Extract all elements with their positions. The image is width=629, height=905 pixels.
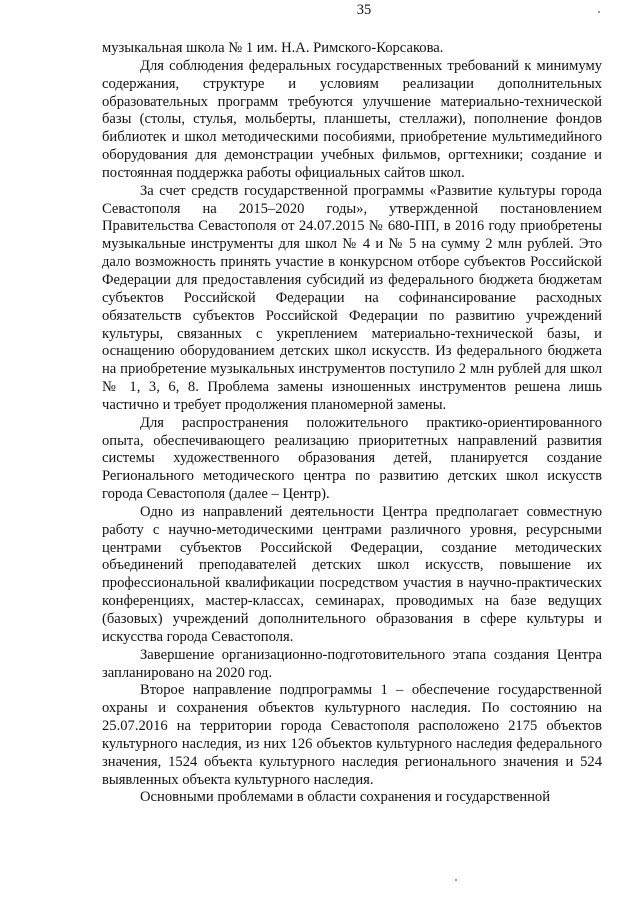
paragraph-continuation: музыкальная школа № 1 им. Н.А. Римского-Корсакова. — [102, 40, 444, 56]
scan-speck — [455, 879, 457, 881]
paragraph-center-activities: Одно из направлений деятельности Центра предполагает совместную работу с научно-методическими центрами различного уровня, ресурсными центрами субъектов Российской Федерации, создание методических объединений преподавателей детских школ искусств, повышение их профессиональной квалификации посредством участия в научно-практических конференциях, мастер-классах, семинарах, проводимых на базе ведущих (базовых) учреждений дополнительного образования в сфере культуры и искусства города Севастополя. — [102, 503, 602, 645]
paragraph-heritage: Второе направление подпрограммы 1 – обеспечение государственной охраны и сохранения объектов культурного наследия. По состоянию на 25.07.2016 на территории города Севастополя расположено 2175 объектов культурного наследия, из них 126 объектов культурного наследия федерального значения, 1524 объекта культурного наследия регионального значения и 524 выявленных объекта культурного наследия. — [102, 682, 602, 788]
document-body — [102, 40, 602, 807]
paragraph-funding: За счет средств государственной программы «Развитие культуры города Севастополя на 2015–2020 годы», утвержденной постановлением Правительства Севастополя от 24.07.2015 № 680-ПП, в 2016 году приобретены музыкальные инструменты для школ № 4 и № 5 на сумму 2 млн рублей. Это дало возможность принять участие в конкурсном отборе субъектов Российской Федерации для предоставления субсидий из федерального бюджета бюджетам субъектов Российской Федерации на софинансирование расходных обязательств субъектов Российской Федерации по развитию учреждений культуры, связанных с укреплением материально-технической базы, и оснащению оборудованием детских школ искусств. Из федерального бюджета на приобретение музыкальных инструментов поступило 2 млн рублей для школ № 1, 3, 6, 8. Проблема замены изношенных инструментов решена лишь частично и требует продолжения планомерной замены. — [102, 182, 602, 413]
paragraph-requirements: Для соблюдения федеральных государственных требований к минимуму содержания, структуре и условиям реализации дополнительных образовательных программ требуются улучшение материально-технической базы (столы, стулья, мольберты, планшеты, стеллажи), пополнение фондов библиотек и школ методическими пособиями, приобретение мультимедийного оборудования для демонстрации учебных фильмов, оргтехники; создание и постоянная поддержка работы официальных сайтов школ. — [102, 57, 602, 181]
page-number: 35 — [356, 2, 372, 18]
scan-speck — [598, 11, 600, 13]
paragraph-methodical-center: Для распространения положительного практико-ориентированного опыта, обеспечивающего реализацию приоритетных направлений развития системы художественного образования детей, планируется создание Регионального методического центра по развитию детских школ искусств города Севастополя (далее – Центр). — [102, 414, 602, 503]
paragraph-completion: Завершение организационно-подготовительного этапа создания Центра запланировано на 2020 год. — [102, 646, 602, 681]
paragraph-problems: Основными проблемами в области сохранения и государственной — [140, 789, 551, 806]
